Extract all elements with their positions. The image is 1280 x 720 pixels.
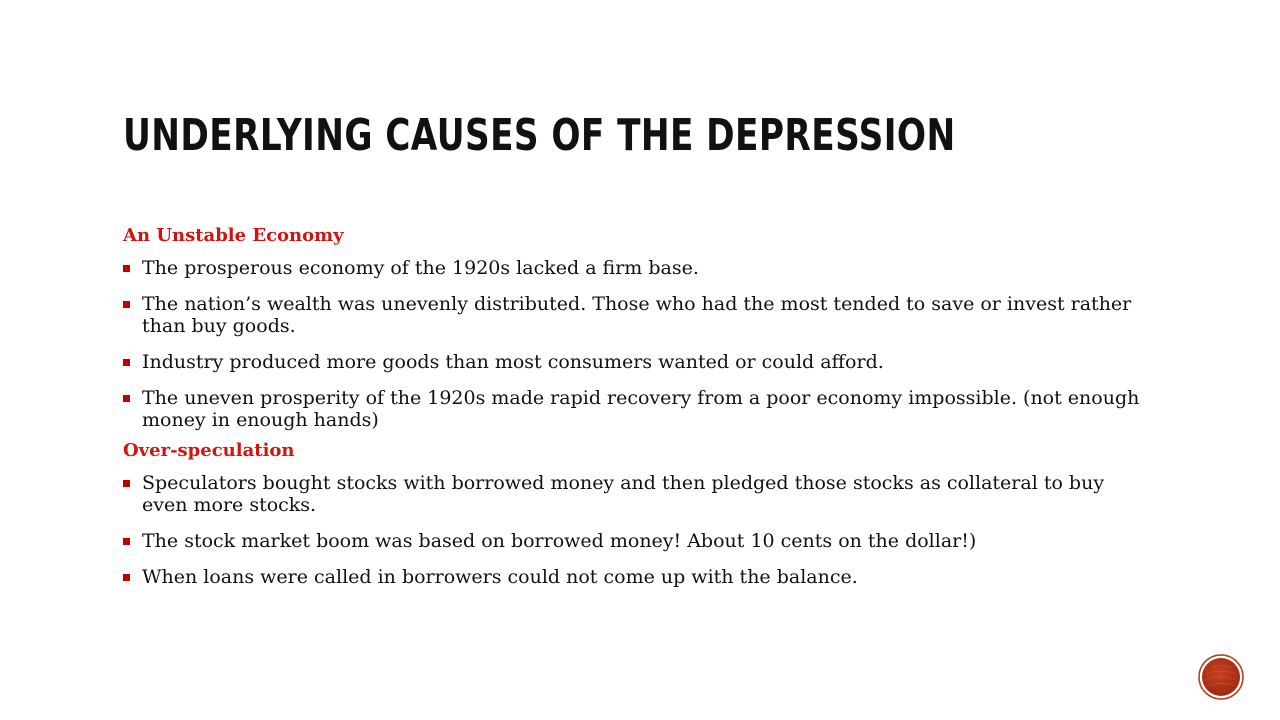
- bullet-item: [123, 293, 1153, 337]
- section-heading: Over-speculation: [123, 440, 295, 461]
- bullet-text: Speculators bought stocks with borrowed money and then pledged those stocks as collateral to buy even more stocks.: [142, 472, 1105, 516]
- bullet-text: The prosperous economy of the 1920s lacked a firm base.: [142, 257, 699, 279]
- red-circle-logo-icon: [1198, 654, 1244, 700]
- square-bullet-icon: [123, 574, 130, 581]
- bullet-list: [123, 472, 1153, 588]
- bullet-text: Industry produced more goods than most consumers wanted or could afford.: [142, 351, 884, 373]
- bullet-text: The nation’s wealth was unevenly distributed. Those who had the most tended to save or invest rather than buy goods.: [142, 293, 1132, 337]
- square-bullet-icon: [123, 480, 130, 487]
- bullet-text: The uneven prosperity of the 1920s made rapid recovery from a poor economy impossible. (not enough money in enough hands): [142, 387, 1140, 431]
- square-bullet-icon: [123, 301, 130, 308]
- square-bullet-icon: [123, 395, 130, 402]
- section-over-speculation: [123, 439, 1153, 588]
- bullet-text: The stock market boom was based on borrowed money! About 10 cents on the dollar!): [142, 530, 977, 552]
- slide-title: UNDERLYING CAUSES OF THE DEPRESSION: [123, 110, 956, 161]
- square-bullet-icon: [123, 265, 130, 272]
- bullet-item: [123, 566, 1153, 588]
- square-bullet-icon: [123, 359, 130, 366]
- section-heading: An Unstable Economy: [123, 225, 344, 246]
- bullet-item: [123, 530, 1153, 552]
- square-bullet-icon: [123, 538, 130, 545]
- bullet-item: [123, 472, 1153, 516]
- slide-content: [123, 224, 1153, 596]
- section-unstable-economy: [123, 224, 1153, 431]
- bullet-item: [123, 257, 1153, 279]
- bullet-item: [123, 351, 1153, 373]
- bullet-list: [123, 257, 1153, 431]
- bullet-text: When loans were called in borrowers could not come up with the balance.: [142, 566, 858, 588]
- bullet-item: [123, 387, 1153, 431]
